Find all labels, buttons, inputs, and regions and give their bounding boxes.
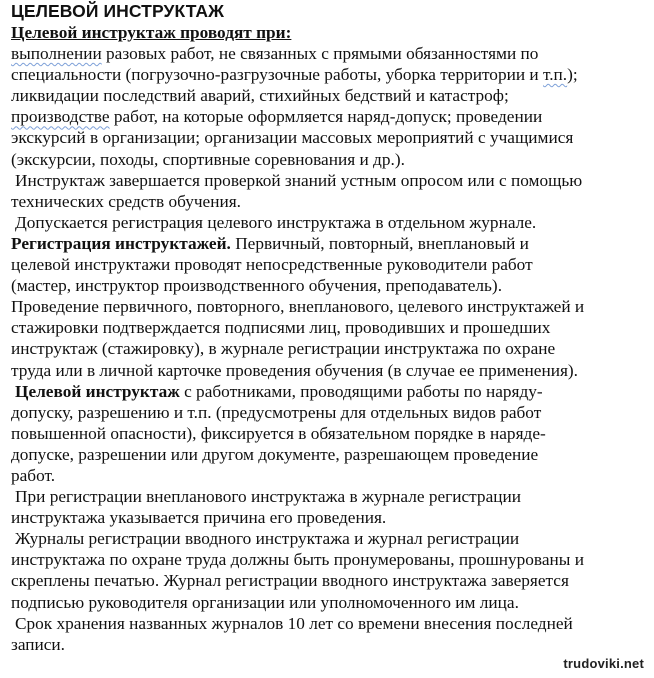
text-line: инструктаж (стажировку), в журнале регистрации инструктажа по охране	[11, 339, 556, 359]
text-line: ликвидации последствий аварий, стихийных бедствий и катастроф;	[11, 86, 509, 106]
text-line: стажировки подтверждается подписями лиц, проводивших и прошедших	[11, 318, 551, 338]
text-line: технических средств обучения.	[11, 191, 241, 211]
text-line	[11, 106, 641, 127]
text-line: повышенной опасности), фиксируется в обязательном порядке в наряде-	[11, 423, 546, 443]
text-line: Срок хранения названных журналов 10 лет со времени внесения последней	[15, 613, 573, 633]
text-span: Первичный, повторный, внеплановый и	[230, 233, 529, 253]
text-line	[11, 381, 641, 402]
text-line: инструктажа указывается причина его проведения.	[11, 508, 387, 528]
spellcheck-word: производстве	[11, 107, 110, 127]
text-span: );	[567, 65, 578, 85]
document-page	[11, 0, 641, 655]
spellcheck-word: выполнении	[11, 44, 102, 64]
text-line: допуску, разрешению и т.п. (предусмотрены для отдельных видов работ	[11, 402, 542, 422]
text-line: допуске, разрешении или другом документе, разрешающем проведение	[11, 444, 539, 464]
text-line: Инструктаж завершается проверкой знаний устным опросом или с помощью	[15, 170, 583, 190]
bold-heading: Целевой инструктаж	[15, 381, 180, 401]
text-line: Журналы регистрации вводного инструктажа и журнал регистрации	[15, 529, 520, 549]
spellcheck-word: т.п.	[542, 65, 568, 85]
text-line: работ.	[11, 465, 56, 485]
text-span: разовых работ, не связанных с прямыми обязанностями по	[101, 44, 539, 64]
page-title: ЦЕЛЕВОЙ ИНСТРУКТАЖ	[11, 1, 225, 21]
text-line: целевой инструктажи проводят непосредственные руководители работ	[11, 255, 533, 275]
text-line	[11, 233, 641, 254]
text-line: (экскурсии, походы, спортивные соревнования и др.).	[11, 149, 405, 169]
text-line: При регистрации внепланового инструктажа в журнале регистрации	[15, 487, 521, 507]
text-line	[11, 64, 641, 85]
text-line	[11, 43, 641, 64]
text-line: Проведение первичного, повторного, внепланового, целевого инструктажей и	[11, 297, 585, 317]
text-line: экскурсий в организации; организации массовых мероприятий с учащимися	[11, 128, 574, 148]
bold-heading: Регистрация инструктажей.	[11, 233, 231, 253]
text-line: Допускается регистрация целевого инструктажа в отдельном журнале.	[15, 212, 537, 232]
section-heading: Целевой инструктаж проводят при:	[11, 23, 292, 42]
text-line: подписью руководителя организации или уполномоченного им лица.	[11, 592, 519, 612]
site-watermark: trudoviki.net	[563, 656, 644, 671]
text-span: специальности (погрузочно-разгрузочные работы, уборка территории и	[11, 65, 543, 85]
text-span: работ, на которые оформляется наряд-допуск; проведении	[109, 107, 543, 127]
text-span: с работниками, проводящими работы по наряду-	[179, 381, 543, 401]
text-line: скреплены печатью. Журнал регистрации вводного инструктажа заверяется	[11, 571, 569, 591]
text-line: (мастер, инструктор производственного обучения, преподаватель).	[11, 276, 503, 296]
text-line: записи.	[11, 634, 66, 654]
text-line: труда или в личной карточке проведения обучения (в случае ее применения).	[11, 360, 578, 380]
text-line: инструктажа по охране труда должны быть пронумерованы, прошнурованы и	[11, 550, 584, 570]
